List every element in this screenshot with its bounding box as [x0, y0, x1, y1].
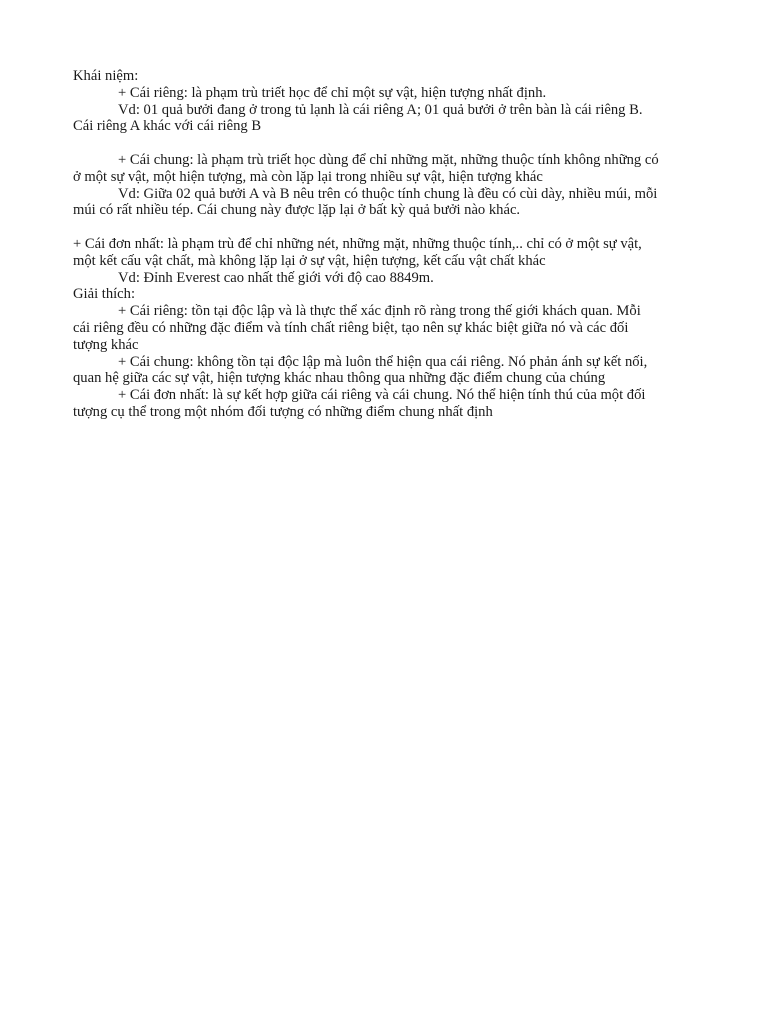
concept-heading: Khái niệm:: [73, 68, 139, 84]
explain-rieng-line-3: tượng khác: [73, 336, 139, 353]
concept-rieng-example-line-2: Cái riêng A khác với cái riêng B: [73, 118, 262, 135]
explain-donnhat-line-1: + Cái đơn nhất: là sự kết hợp giữa cái riêng và cái chung. Nó thể hiện tính thú của một đối: [118, 387, 646, 404]
document-body: [73, 68, 703, 421]
concept-chung-definition-line-2: ở một sự vật, một hiện tượng, mà còn lặp lại trong nhiều sự vật, hiện tượng khác: [73, 168, 543, 185]
paragraph-spacer: [73, 219, 703, 236]
concept-rieng-definition: + Cái riêng: là phạm trù triết học để chỉ một sự vật, hiện tượng nhất định.: [118, 84, 547, 101]
paragraph-spacer: [73, 135, 703, 152]
concept-chung-definition-line-1: + Cái chung: là phạm trù triết học dùng để chỉ những mặt, những thuộc tính không những có: [118, 151, 659, 168]
concept-chung-example-line-2: múi có rất nhiều tép. Cái chung này được lặp lại ở bất kỳ quả bưởi nào khác.: [73, 202, 521, 219]
explain-rieng-line-1: + Cái riêng: tồn tại độc lập và là thực thể xác định rõ ràng trong thế giới khách quan. Mỗi: [118, 303, 641, 320]
explain-chung-line-2: quan hệ giữa các sự vật, hiện tượng khác nhau thông qua những đặc điểm chung của chúng: [73, 370, 606, 387]
concept-donnhat-example: Vd: Đỉnh Everest cao nhất thế giới với độ cao 8849m.: [118, 269, 434, 286]
concept-donnhat-definition-line-2: một kết cấu vật chất, mà không lặp lại ở sự vật, hiện tượng, kết cấu vật chất khác: [73, 252, 546, 269]
concept-rieng-example-line-1: Vd: 01 quả bưởi đang ở trong tủ lạnh là cái riêng A; 01 quả bưởi ở trên bàn là cái riêng B.: [118, 101, 643, 118]
concept-donnhat-definition-line-1: + Cái đơn nhất: là phạm trù để chỉ những nét, những mặt, những thuộc tính,.. chỉ có ở một sự vật,: [73, 235, 642, 252]
explain-heading: Giải thích:: [73, 286, 136, 303]
explain-chung-line-1: + Cái chung: không tồn tại độc lập mà luôn thể hiện qua cái riêng. Nó phản ánh sự kết nối,: [118, 353, 648, 370]
explain-rieng-line-2: cái riêng đều có những đặc điểm và tính chất riêng biệt, tạo nên sự khác biệt giữa nó và các đối: [73, 319, 629, 336]
explain-donnhat-line-2: tượng cụ thể trong một nhóm đối tượng có những điểm chung nhất định: [73, 403, 493, 420]
concept-chung-example-line-1: Vd: Giữa 02 quả bưởi A và B nêu trên có thuộc tính chung là đều có cùi dày, nhiều múi, mỗi: [118, 185, 658, 202]
